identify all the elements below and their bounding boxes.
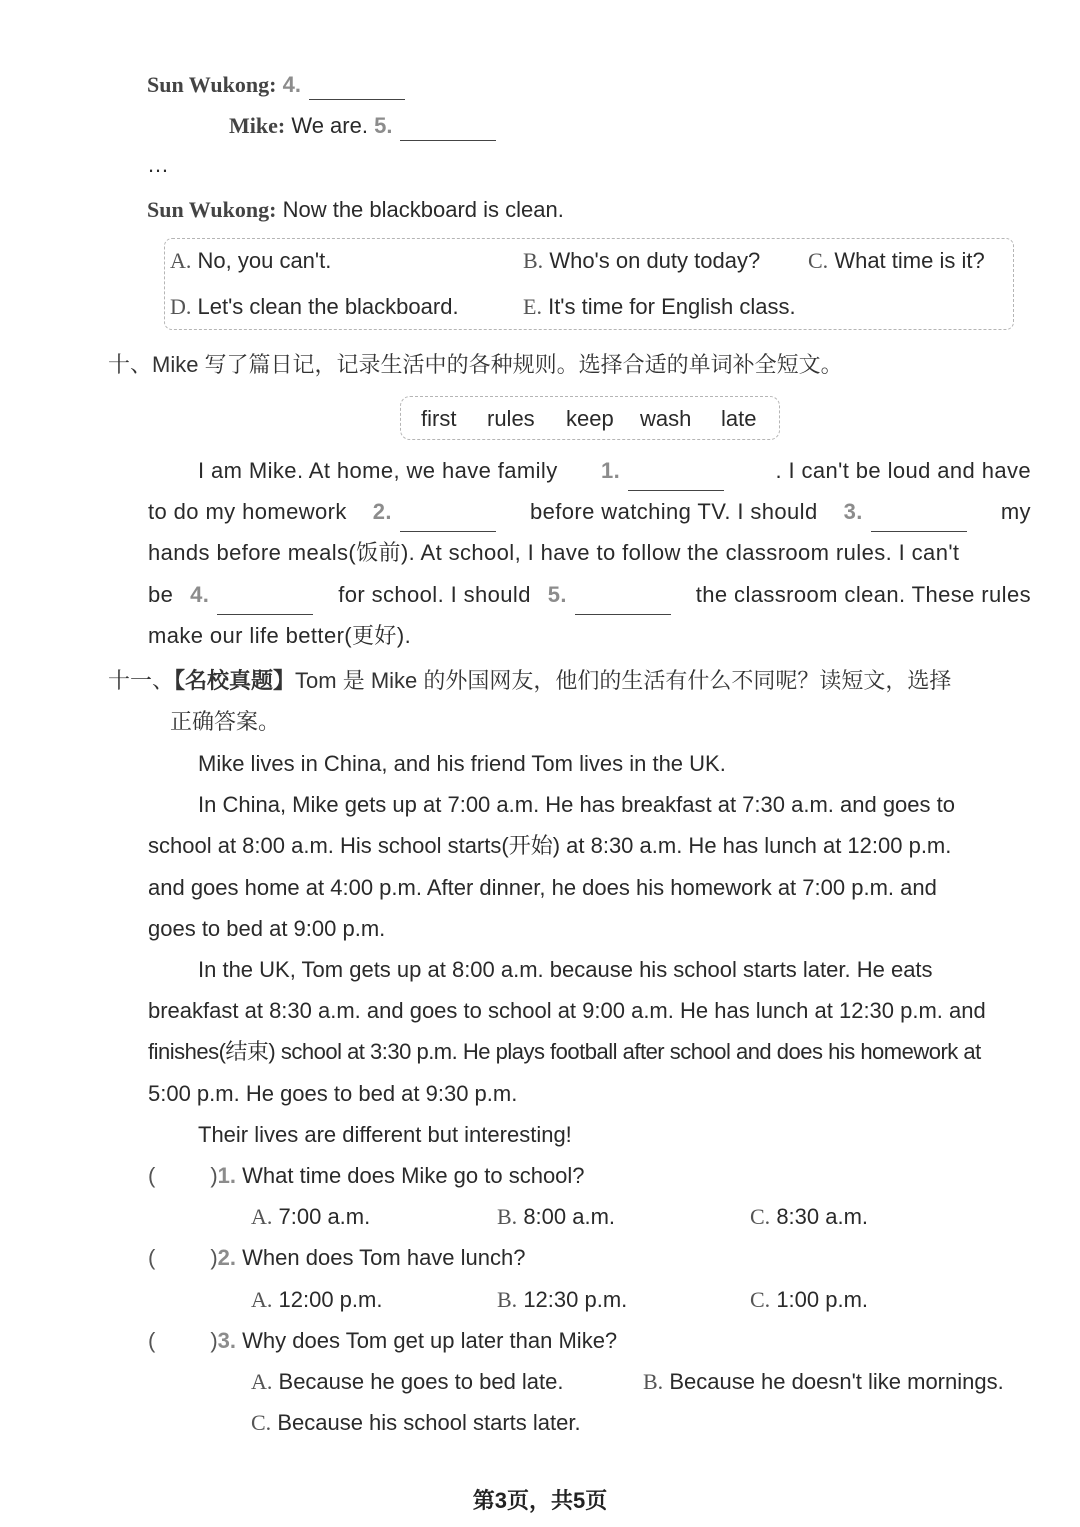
text: and goes home at 4:00 p.m. After dinner, he does his homework at 7:00 p.m. and bbox=[148, 874, 937, 900]
option-text: 12:00 p.m. bbox=[278, 1287, 383, 1312]
word-bank-item: keep bbox=[566, 406, 614, 431]
dialogue-line-5 bbox=[229, 111, 504, 141]
option-letter: E. bbox=[523, 294, 542, 319]
option-text: 7:00 a.m. bbox=[278, 1204, 371, 1229]
answer-blank[interactable] bbox=[309, 77, 405, 100]
question-number: 2. bbox=[217, 1245, 237, 1270]
option-letter: B. bbox=[497, 1204, 518, 1229]
option-letter: C. bbox=[251, 1410, 272, 1435]
section-number: 十一、 bbox=[108, 668, 175, 693]
text: In the UK, Tom gets up at 8:00 a.m. because his school starts later. He eats bbox=[198, 957, 933, 983]
passage-line bbox=[148, 574, 1031, 615]
option-text: Because he doesn't like mornings. bbox=[669, 1369, 1004, 1394]
option-letter: B. bbox=[523, 248, 544, 273]
dialogue-line-final bbox=[147, 195, 564, 225]
blank-number: 4. bbox=[190, 581, 210, 607]
option-text: 1:00 p.m. bbox=[776, 1287, 869, 1312]
answer-blank[interactable] bbox=[400, 509, 496, 532]
passage-text: my bbox=[1000, 499, 1031, 525]
passage-text: the classroom clean. These rules bbox=[695, 581, 1031, 607]
blank-number: 5. bbox=[547, 581, 567, 607]
paragraph-4: Their lives are different but interesting! bbox=[198, 1121, 572, 1147]
passage-text: before watching TV. I should bbox=[529, 499, 818, 525]
q1-option-c bbox=[750, 1202, 868, 1232]
word-bank-item: rules bbox=[487, 406, 535, 431]
text: school at 8:00 a.m. His school starts(开始) at 8:30 a.m. He has lunch at 12:00 p.m. bbox=[148, 833, 952, 859]
q3-option-b bbox=[643, 1367, 1004, 1397]
passage-text: make our life better(更好). bbox=[148, 622, 412, 648]
paragraph-3-line bbox=[148, 990, 1031, 1031]
ellipsis: … bbox=[147, 152, 169, 177]
option-letter: C. bbox=[750, 1204, 771, 1229]
option-letter: A. bbox=[251, 1369, 273, 1394]
q2-option-a bbox=[251, 1285, 382, 1315]
option-letter: A. bbox=[251, 1204, 273, 1229]
blank-number: 2. bbox=[372, 499, 392, 525]
paragraph-2-line bbox=[148, 867, 1031, 908]
text: finishes(结束) school at 3:30 p.m. He plays football after school and does his homework at bbox=[148, 1039, 981, 1065]
option-a bbox=[170, 248, 331, 274]
option-text: Let's clean the blackboard. bbox=[197, 294, 459, 319]
option-text: Because he goes to bed late. bbox=[278, 1369, 564, 1394]
option-text: No, you can't. bbox=[197, 248, 332, 273]
option-b bbox=[523, 248, 760, 274]
q1-option-a bbox=[251, 1202, 370, 1232]
dialogue-line-4 bbox=[147, 70, 413, 100]
section-10-passage bbox=[148, 450, 1031, 656]
q3-option-c bbox=[251, 1408, 581, 1438]
paragraph-2-line bbox=[148, 784, 1031, 825]
text: In China, Mike gets up at 7:00 a.m. He has breakfast at 7:30 a.m. and goes to bbox=[198, 792, 955, 818]
passage-text: to do my homework bbox=[148, 499, 347, 525]
speaker: Mike: bbox=[229, 113, 286, 138]
question-1 bbox=[148, 1161, 585, 1191]
blank-number: 1. bbox=[600, 458, 621, 483]
question-3 bbox=[148, 1326, 617, 1356]
blank-number: 5. bbox=[374, 113, 393, 138]
answer-bracket[interactable]: ( ) bbox=[148, 1328, 218, 1353]
option-c bbox=[808, 248, 985, 274]
answer-blank[interactable] bbox=[400, 118, 496, 141]
passage-line bbox=[148, 491, 1031, 532]
answer-blank[interactable] bbox=[217, 592, 313, 615]
answer-bracket[interactable]: ( ) bbox=[148, 1245, 218, 1270]
heading-text: Tom 是 Mike 的外国网友，他们的生活有什么不同呢？读短文，选择 bbox=[295, 668, 952, 693]
option-e bbox=[523, 294, 796, 320]
dialogue-text: We are. bbox=[291, 113, 368, 138]
reading-passage bbox=[148, 743, 1031, 1155]
answer-blank[interactable] bbox=[871, 509, 967, 532]
passage-text: hands before meals(饭前). At school, I have to follow the classroom rules. I can't bbox=[148, 540, 960, 566]
dialogue-text: Now the blackboard is clean. bbox=[282, 197, 564, 222]
option-text: 8:00 a.m. bbox=[523, 1204, 616, 1229]
word-bank-item: first bbox=[421, 406, 457, 431]
paragraph-2-line: goes to bed at 9:00 p.m. bbox=[148, 915, 386, 941]
option-letter: C. bbox=[808, 248, 829, 273]
blank-number: 4. bbox=[282, 72, 301, 97]
q2-option-b bbox=[497, 1285, 627, 1315]
passage-line bbox=[148, 532, 1031, 573]
section-11-heading bbox=[108, 664, 951, 695]
option-letter: C. bbox=[750, 1287, 771, 1312]
passage-line bbox=[148, 615, 1031, 656]
section-10-heading: 十、Mike 写了篇日记，记录生活中的各种规则。选择合适的单词补全短文。 bbox=[108, 352, 843, 377]
blank-number: 3. bbox=[843, 499, 863, 525]
paragraph-3-line bbox=[148, 949, 1031, 990]
answer-bracket[interactable]: ( ) bbox=[148, 1163, 218, 1188]
text: breakfast at 8:30 a.m. and goes to school at 9:00 a.m. He has lunch at 12:30 p.m. and bbox=[148, 998, 986, 1024]
passage-text: for school. I should bbox=[338, 581, 531, 607]
option-text: It's time for English class. bbox=[548, 294, 796, 319]
paragraph-3-line bbox=[148, 1031, 1031, 1072]
passage-text: I am Mike. At home, we have family bbox=[198, 458, 558, 483]
passage-text: . I can't be loud and have bbox=[775, 458, 1031, 483]
question-text: What time does Mike go to school? bbox=[242, 1163, 585, 1188]
option-letter: A. bbox=[170, 248, 192, 273]
option-letter: D. bbox=[170, 294, 192, 319]
question-text: When does Tom have lunch? bbox=[242, 1245, 526, 1270]
option-text: Who's on duty today? bbox=[549, 248, 761, 273]
paragraph-2-line bbox=[148, 825, 1031, 866]
answer-blank[interactable] bbox=[628, 468, 724, 491]
word-bank-item: late bbox=[721, 406, 757, 431]
question-number: 3. bbox=[217, 1328, 237, 1353]
speaker: Sun Wukong: bbox=[147, 197, 277, 222]
tag-label: 【名校真题】 bbox=[174, 668, 296, 694]
option-letter: B. bbox=[497, 1287, 518, 1312]
question-2 bbox=[148, 1243, 525, 1273]
passage-line bbox=[148, 450, 1031, 491]
answer-blank[interactable] bbox=[575, 592, 671, 615]
speaker: Sun Wukong: bbox=[147, 72, 277, 97]
paragraph-3-line: 5:00 p.m. He goes to bed at 9:30 p.m. bbox=[148, 1080, 518, 1106]
word-bank bbox=[400, 396, 780, 440]
option-letter: A. bbox=[251, 1287, 273, 1312]
question-number: 1. bbox=[217, 1163, 237, 1188]
option-text: Because his school starts later. bbox=[277, 1410, 581, 1435]
option-letter: B. bbox=[643, 1369, 664, 1394]
word-bank-item: wash bbox=[640, 406, 692, 431]
option-text: What time is it? bbox=[834, 248, 985, 273]
option-text: 8:30 a.m. bbox=[776, 1204, 869, 1229]
question-text: Why does Tom get up later than Mike? bbox=[242, 1328, 618, 1353]
page-number: 第3页，共5页 bbox=[472, 1488, 608, 1513]
q1-option-b bbox=[497, 1202, 615, 1232]
option-d bbox=[170, 294, 459, 320]
paragraph-1: Mike lives in China, and his friend Tom lives in the UK. bbox=[198, 751, 726, 776]
q2-option-c bbox=[750, 1285, 868, 1315]
section-11-heading-cont: 正确答案。 bbox=[170, 709, 281, 734]
q3-option-a bbox=[251, 1367, 564, 1397]
option-text: 12:30 p.m. bbox=[523, 1287, 628, 1312]
passage-text: be bbox=[148, 581, 174, 607]
